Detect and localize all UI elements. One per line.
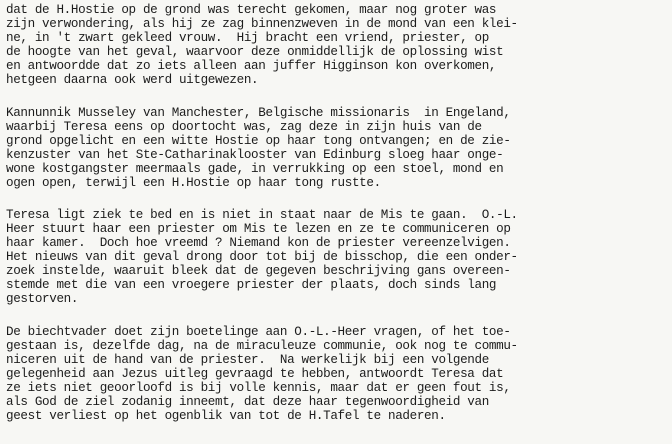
- text-line: Teresa ligt ziek te bed en is niet in staat naar de Mis te gaan. O.-L.: [6, 208, 518, 222]
- text-line: als God de ziel zodanig inneemt, dat deze haar tegenwoordigheid van: [6, 395, 489, 409]
- text-line: dat de H.Hostie op de grond was terecht gekomen, maar nog groter was: [6, 3, 497, 17]
- text-line: stemde met die van een vroegere priester der plaats, doch sinds lang: [6, 278, 497, 292]
- text-line: geest verliest op het ogenblik van tot de H.Tafel te naderen.: [6, 409, 446, 423]
- text-line: Het nieuws van dit geval drong door tot bij de bisschop, die een onder-: [6, 250, 518, 264]
- text-line: grond opgelicht en een witte Hostie op haar tong ontvangen; en de zie-: [6, 134, 511, 148]
- paragraph-3: [6, 208, 518, 306]
- text-line: De biechtvader doet zijn boetelinge aan O.-L.-Heer vragen, of het toe-: [6, 325, 511, 339]
- text-line: Heer stuurt haar een priester om Mis te lezen en ze te communiceren op: [6, 222, 511, 236]
- text-line: niceren uit de hand van de priester. Na werkelijk bij een volgende: [6, 353, 489, 367]
- text-line: waarbij Teresa eens op doortocht was, zag deze in zijn huis van de: [6, 120, 482, 134]
- text-line: hetgeen daarna ook werd uitgewezen.: [6, 73, 259, 87]
- paragraph-1: [6, 3, 518, 87]
- text-line: gestorven.: [6, 292, 79, 306]
- text-line: ze iets niet geoorloofd is bij volle kennis, maar dat er geen fout is,: [6, 381, 511, 395]
- text-line: haar kamer. Doch hoe vreemd ? Niemand kon de priester vereenzelvigen.: [6, 236, 511, 250]
- text-line: de hoogte van het geval, waarvoor deze onmiddellijk de oplossing wist: [6, 45, 504, 59]
- text-line: Kannunnik Musseley van Manchester, Belgische missionaris in Engeland,: [6, 106, 511, 120]
- text-line: zoek instelde, waaruit bleek dat de gegeven beschrijving gans overeen-: [6, 264, 511, 278]
- paragraph-2: [6, 106, 511, 190]
- text-line: gelegenheid aan Jezus uitleg gevraagd te hebben, antwoordt Teresa dat: [6, 367, 504, 381]
- text-line: ogen open, terwijl een H.Hostie op haar tong rustte.: [6, 176, 381, 190]
- paragraph-4: [6, 325, 518, 423]
- text-line: ne, in 't zwart gekleed vrouw. Hij bracht een vriend, priester, op: [6, 31, 489, 45]
- text-line: zijn verwondering, als hij ze zag binnenzweven in de mond van een klei-: [6, 17, 518, 31]
- text-line: kenzuster van het Ste-Catharinaklooster van Edinburg sloeg haar onge-: [6, 148, 504, 162]
- text-line: gestaan is, dezelfde dag, na de miraculeuze communie, ook nog te commu-: [6, 339, 518, 353]
- text-line: en antwoordde dat zo iets alleen aan juffer Higginson kon overkomen,: [6, 59, 497, 73]
- text-line: wone kostgangster meermaals gade, in verrukking op een stoel, mond en: [6, 162, 504, 176]
